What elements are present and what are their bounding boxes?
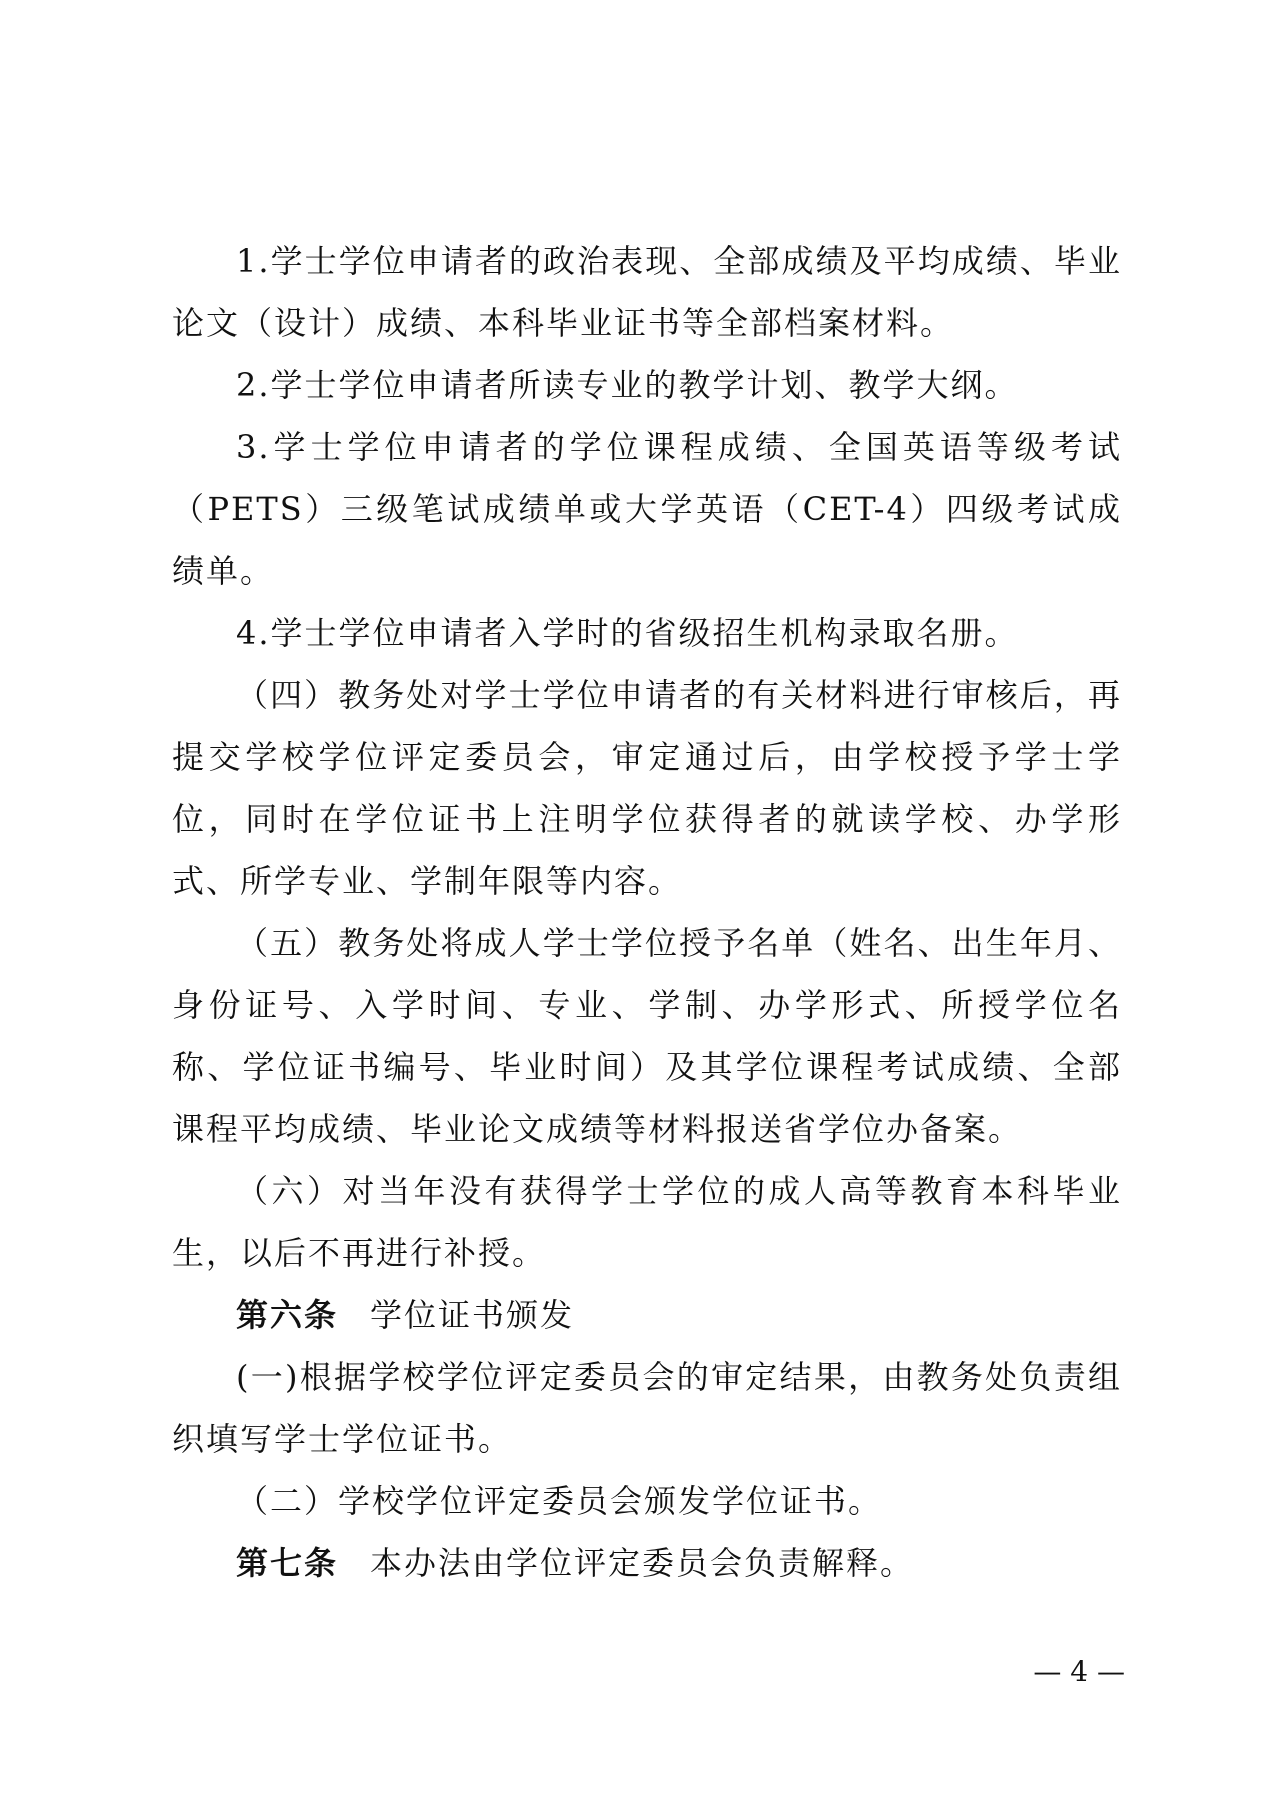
article-7-title: 第七条 bbox=[236, 1544, 339, 1582]
article-6-item-1: (一)根据学校学位评定委员会的审定结果，由教务处负责组织填写学士学位证书。 bbox=[172, 1358, 1122, 1458]
paragraph-section-4: （四）教务处对学士学位申请者的有关材料进行审核后，再提交学校学位评定委员会，审定通过后，由学校授予学士学位，同时在学位证书上注明学位获得者的就读学校、办学形式、所学专业、学制年限等内容。 bbox=[172, 676, 1122, 900]
article-6-item-2: （二）学校学位评定委员会颁发学位证书。 bbox=[236, 1482, 883, 1520]
page-number: — 4 — bbox=[1033, 1655, 1125, 1688]
article-6-text: 学位证书颁发 bbox=[370, 1296, 575, 1334]
article-7-heading bbox=[172, 1532, 1122, 1594]
paragraph-section-6: （六）对当年没有获得学士学位的成人高等教育本科毕业生，以后不再进行补授。 bbox=[172, 1172, 1122, 1272]
article-6-heading bbox=[172, 1284, 1122, 1346]
paragraph-item-2: 2.学士学位申请者所读专业的教学计划、教学大纲。 bbox=[236, 366, 1019, 404]
paragraph-item-4: 4.学士学位申请者入学时的省级招生机构录取名册。 bbox=[236, 614, 1019, 652]
paragraph-item-1: 1.学士学位申请者的政治表现、全部成绩及平均成绩、毕业论文（设计）成绩、本科毕业证书等全部档案材料。 bbox=[172, 242, 1122, 342]
paragraph-item-3: 3.学士学位申请者的学位课程成绩、全国英语等级考试（PETS）三级笔试成绩单或大学英语（CET-4）四级考试成绩单。 bbox=[172, 428, 1122, 590]
paragraph-section-5: （五）教务处将成人学士学位授予名单（姓名、出生年月、身份证号、入学时间、专业、学制、办学形式、所授学位名称、学位证书编号、毕业时间）及其学位课程考试成绩、全部课程平均成绩、毕业论文成绩等材料报送省学位办备案。 bbox=[172, 924, 1122, 1148]
article-7-text: 本办法由学位评定委员会负责解释。 bbox=[370, 1544, 915, 1582]
document-body bbox=[172, 230, 1122, 1594]
article-6-title: 第六条 bbox=[236, 1296, 339, 1334]
